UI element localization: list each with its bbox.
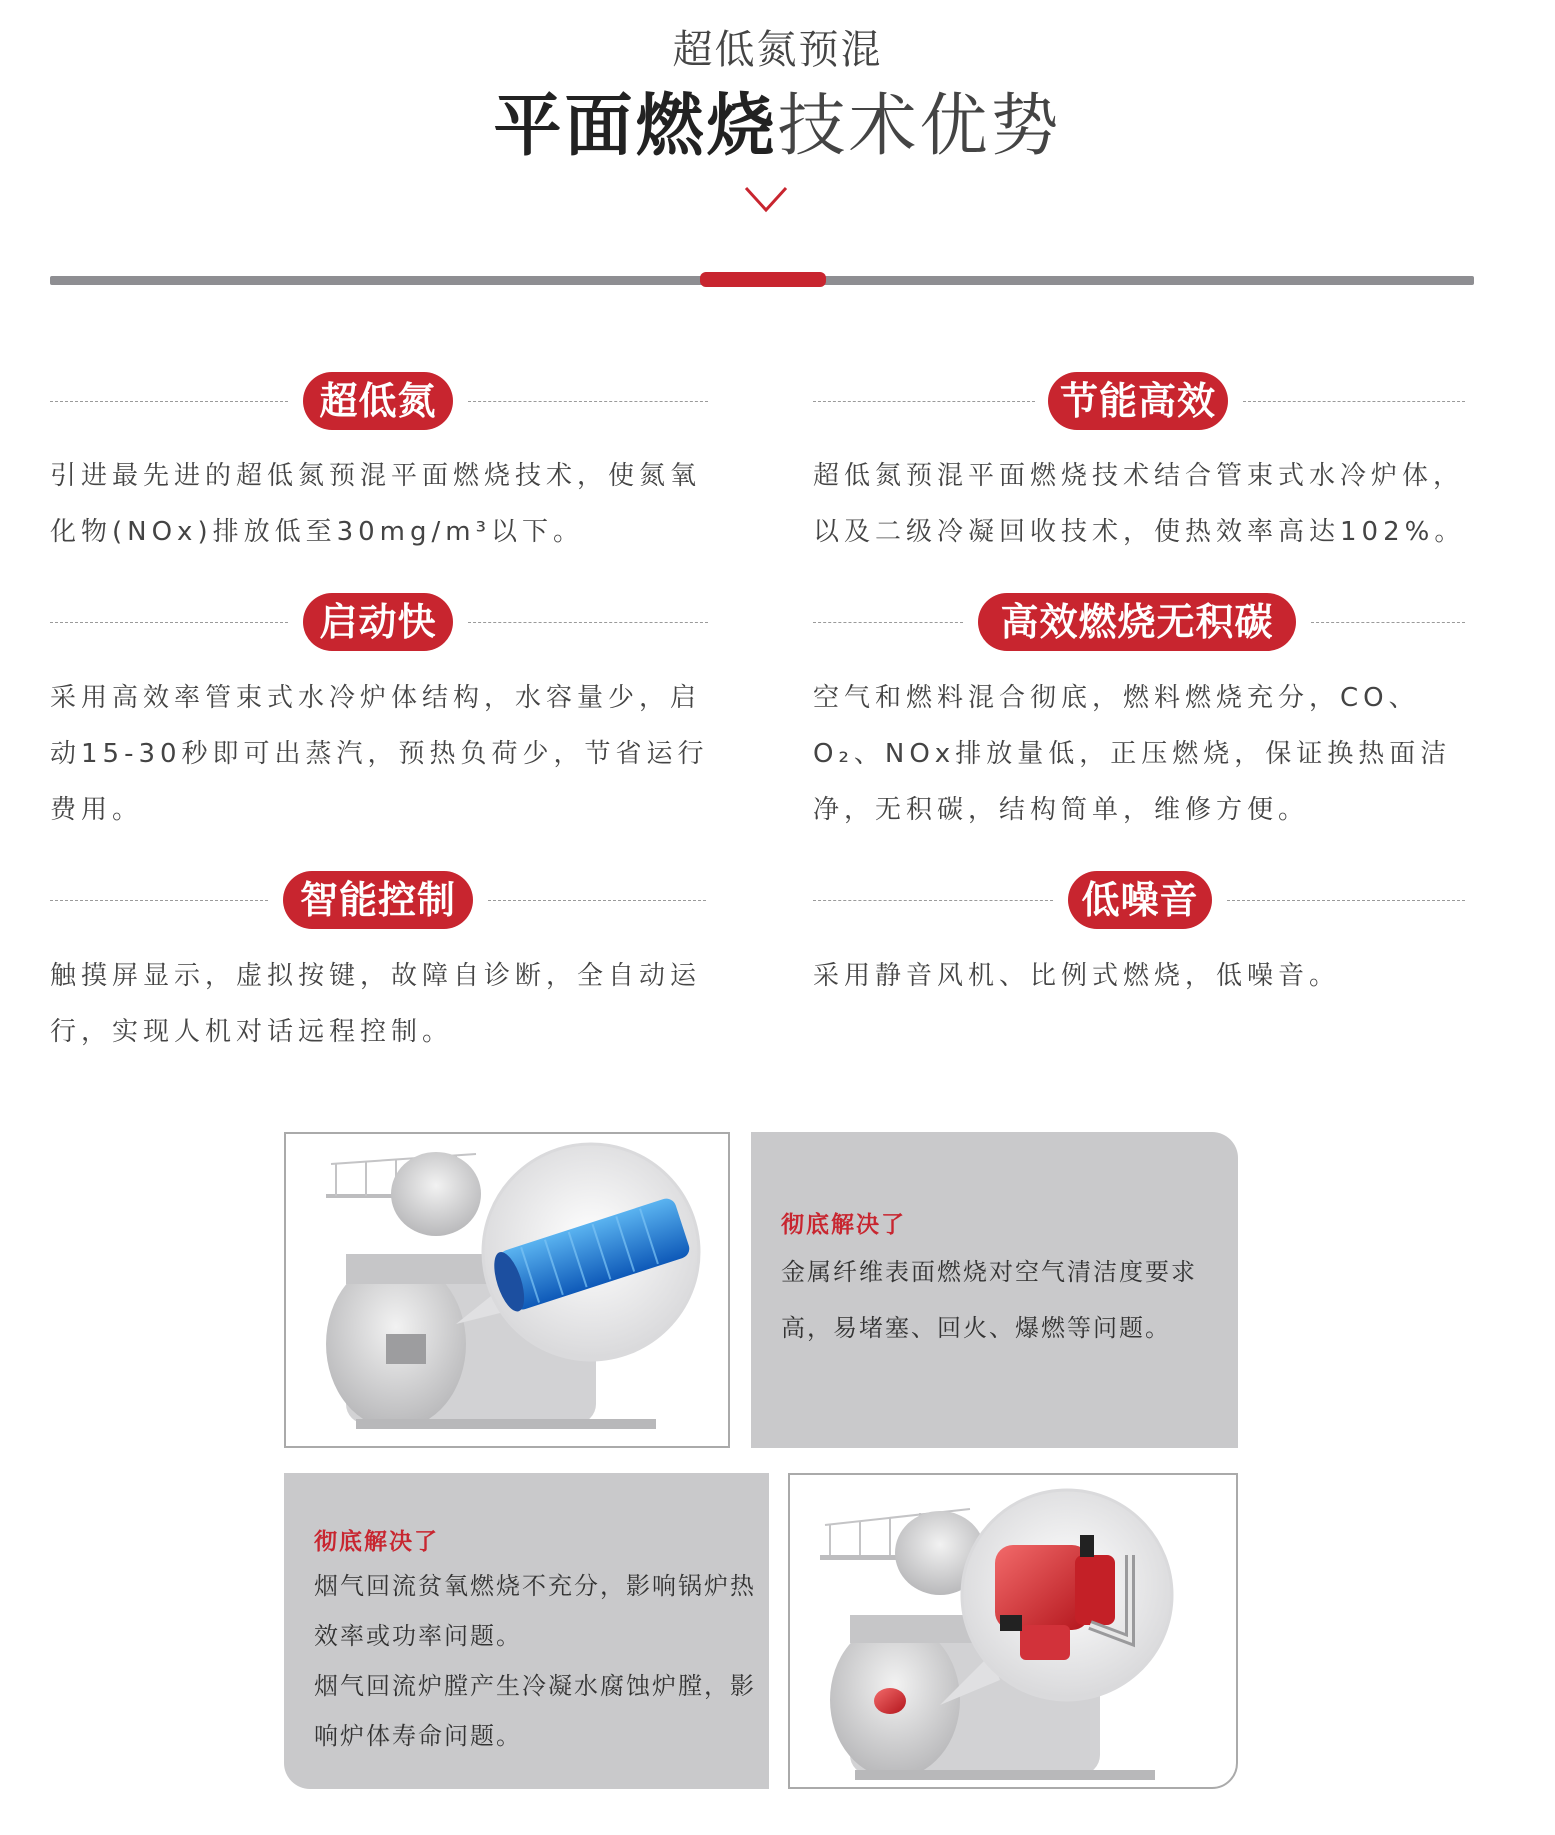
feature-label: 节能高效 [1048,372,1228,430]
text-panel-top [751,1132,1238,1448]
boiler-blue-burner-illustration [286,1134,728,1446]
feature-text: 采用静音风机、比例式燃烧，低噪音。 [813,961,1341,991]
feature-label: 低噪音 [1068,871,1212,929]
panel-text-line: 烟气回流炉膛产生冷凝水腐蚀炉膛，影 [314,1672,756,1700]
panel-text-line: 响炉体寿命问题。 [314,1722,522,1750]
dashed-rule [813,401,1035,402]
title-bold: 平面燃烧 [493,87,778,166]
dashed-rule [50,622,288,623]
dashed-rule [1311,622,1465,623]
feature-label: 启动快 [303,593,453,651]
feature-text: 引进最先进的超低氮预混平面燃烧技术，使氮氧化物(NOx)排放低至30mg/m³以下。 [50,461,702,547]
text-panel-bottom [284,1473,769,1789]
boiler-red-burner-illustration [790,1475,1236,1787]
panel-heading: 彻底解决了 [314,1529,439,1555]
panel-text-line: 金属纤维表面燃烧对空气清洁度要求 [781,1258,1197,1286]
dashed-rule [50,401,288,402]
boiler-image-panel [788,1473,1238,1789]
subtitle: 超低氮预混 [672,27,883,73]
panel-text-line: 高，易堵塞、回火、爆燃等问题。 [781,1314,1171,1342]
dashed-rule [488,900,706,901]
dashed-rule [50,900,268,901]
chevron-down-icon [742,182,790,216]
dashed-rule [1243,401,1465,402]
panel-text-line: 烟气回流贫氧燃烧不充分，影响锅炉热 [314,1572,756,1600]
boiler-image-panel [284,1132,730,1448]
feature-text: 采用高效率管束式水冷炉体结构，水容量少，启动15-30秒即可出蒸汽，预热负荷少，节省运行费用。 [50,683,709,825]
feature-label: 超低氮 [303,372,453,430]
dashed-rule [468,401,708,402]
dashed-rule [468,622,708,623]
title-rest: 技术优势 [777,87,1062,166]
dashed-rule [813,622,963,623]
dashed-rule [813,900,1053,901]
feature-text: 触摸屏显示，虚拟按键，故障自诊断，全自动运行，实现人机对话远程控制。 [50,961,702,1047]
divider-accent [700,272,826,287]
feature-text: 超低氮预混平面燃烧技术结合管束式水冷炉体，以及二级冷凝回收技术，使热效率高达102%。 [813,461,1466,547]
feature-text: 空气和燃料混合彻底，燃料燃烧充分，CO、O₂、NOx排放量低，正压燃烧，保证换热面洁净，无积碳，结构简单，维修方便。 [813,683,1452,825]
panel-text-line: 效率或功率问题。 [314,1622,522,1650]
page-title [0,72,1555,169]
feature-label: 高效燃烧无积碳 [978,593,1296,651]
dashed-rule [1227,900,1465,901]
panel-heading: 彻底解决了 [781,1212,906,1238]
feature-label: 智能控制 [283,871,473,929]
